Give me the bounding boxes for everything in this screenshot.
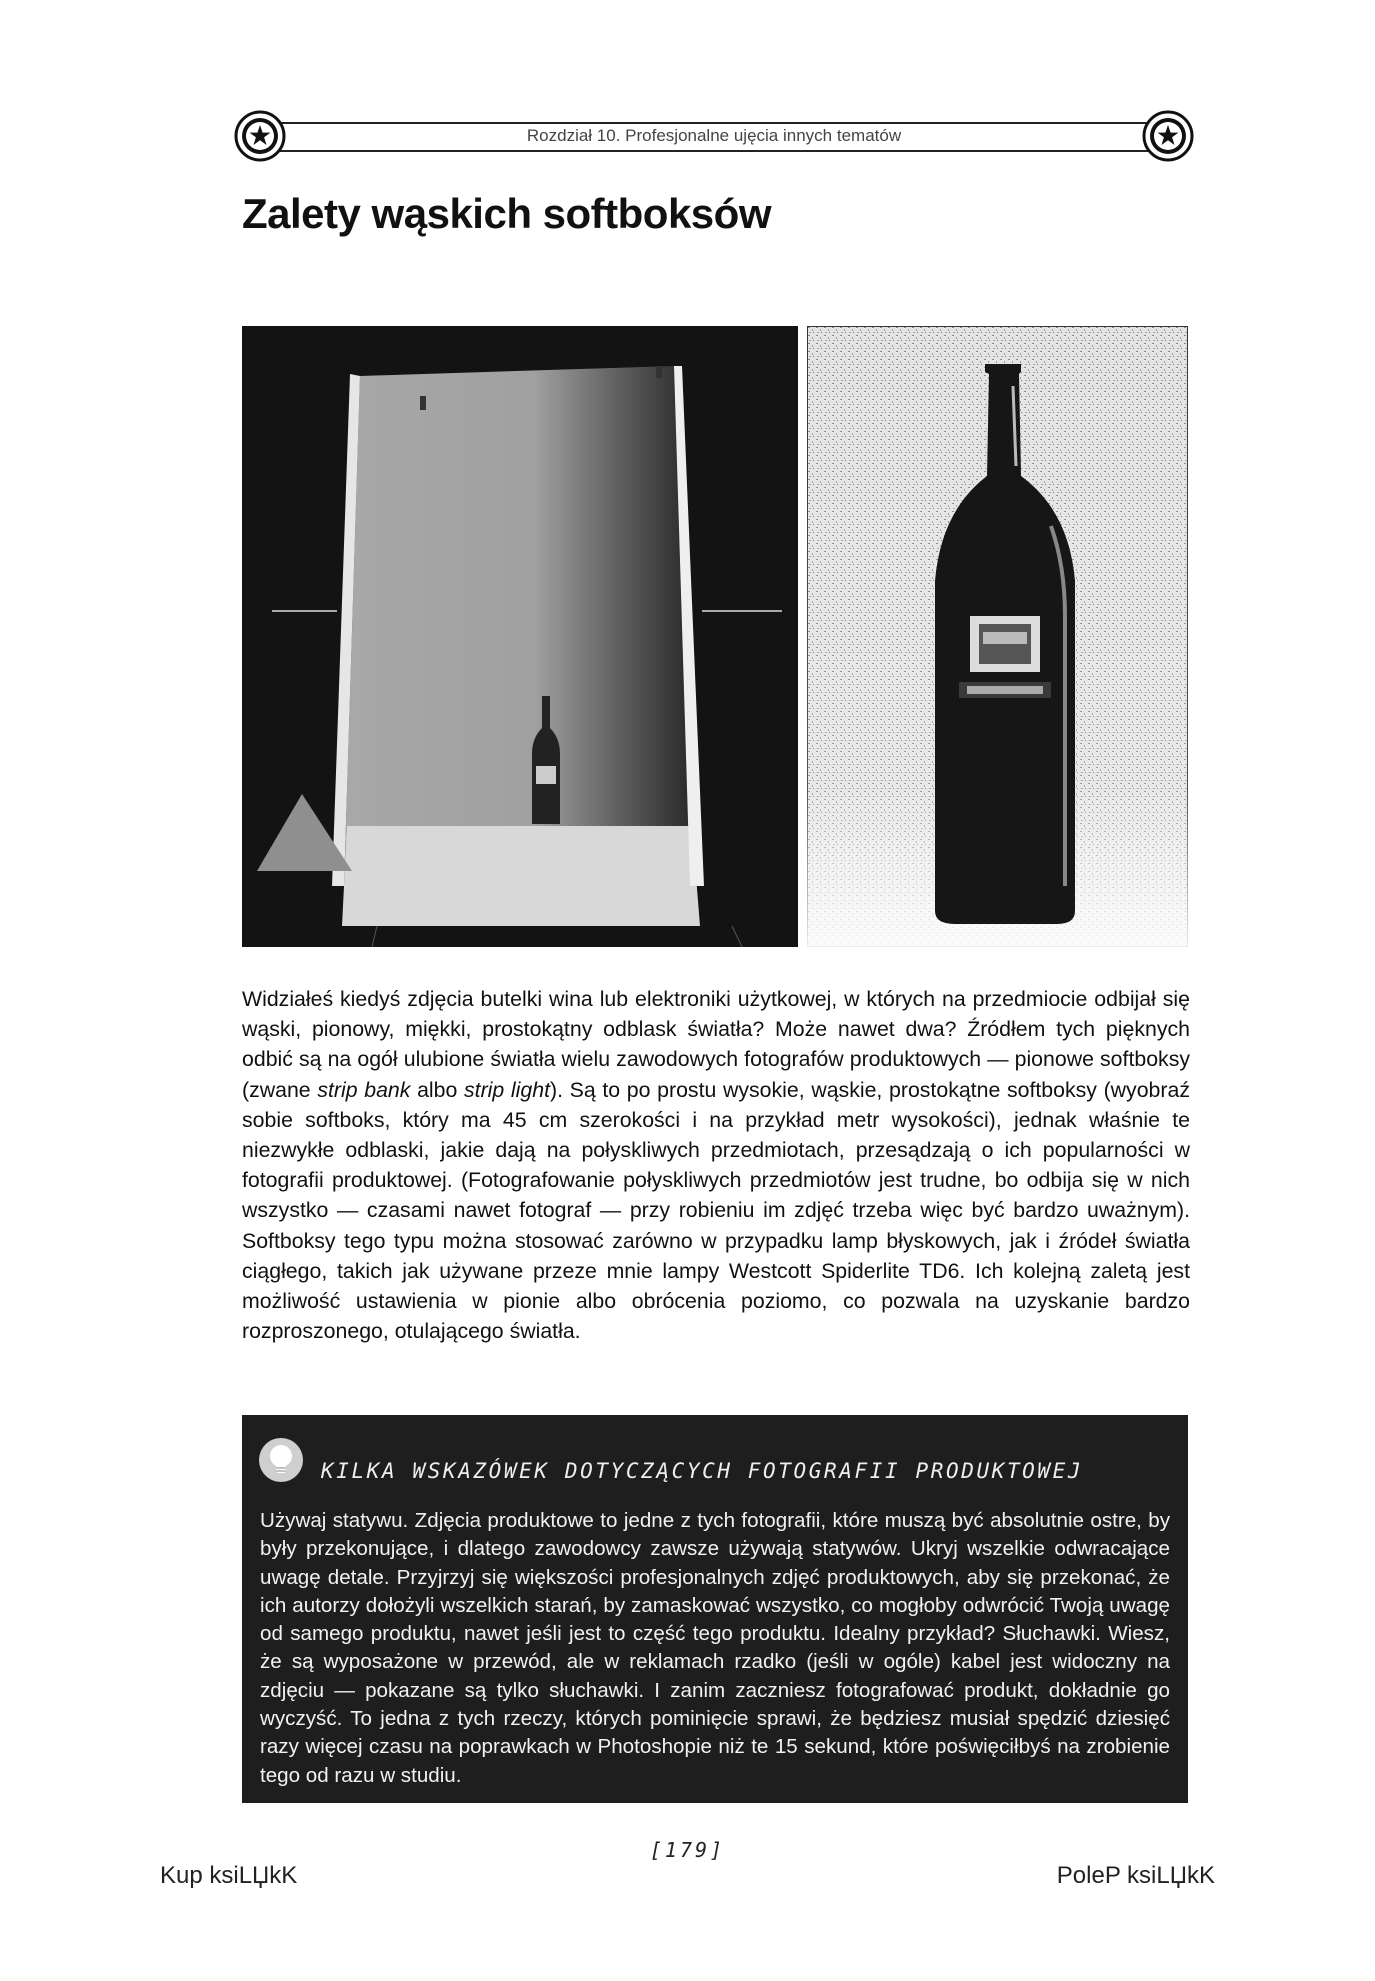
chapter-title: Rozdział 10. Profesjonalne ujęcia innych tematów [526,126,902,145]
lightbulb-icon [258,1437,304,1483]
tip-text: Używaj statywu. Zdjęcia produktowe to jedne z tych fotografii, które muszą być absolutnie ostre, by były przekonujące, i dlatego zawodowcy zawsze używają statywów. Ukryj wszelkie odwracające uwagę detale. Przyjrzyj się większości profesjonalnych zdjęć produktowych, aby się przekonać, że ich autorzy dołożyli wszelkich starań, by zamaskować wszystko, co mogłoby odwrócić Twoją uwagę od samego produktu, nawet jeśli jest to część tego produktu. Idealny przykład? Słuchawki. Wiesz, że są wyposażone w przewód, ale w reklamach rzadko (jeśli w ogóle) kabel jest widoczny na zdjęciu — pokazane są tylko słuchawki. I zanim zaczniesz fotografować produkt, dokładnie go wyczyść. To jedna z tych rzeczy, których pominięcie sprawi, że będziesz musiał spędzić dziesięć razy więcej czasu na poprawkach w Photoshopie niż te 15 sekund, które poświęciłbyś na zrobienie tego od razu w studiu. [260,1509,1170,1787]
tip-title: KILKA WSKAZÓWEK DOTYCZĄCYCH FOTOGRAFII PRODUKTOWEJ [321,1459,1084,1483]
footer-right-link[interactable]: PoleP ksiLЏkK [1056,1862,1215,1889]
footer-left-link[interactable]: Kup ksiLЏkK [160,1862,298,1889]
wine-bottle-photo [807,326,1188,947]
running-header [238,118,1190,158]
body-text-part: ). Są to po prostu wysokie, wąskie, prostokątne softboksy (wyobraź sobie softboks, który ma 45 cm szerokości i na przykład metr wysokości), jednak właśnie te niezwykłe odblaski, jakie dają na połyskliwych przedmiotach, przesądzają o ich popularności w fotografii produktowej. (Fotografowanie połyskliwych przedmiotów jest trudne, bo odbija się w nich wszystko — czasami nawet fotograf — przy robieniu im zdjęć trzeba więc być bardzo uważnym). Softboksy tego typu można stosować zarówno w przypadku lamp błyskowych, jak i źródeł światła ciągłego, takich jak używane przeze mnie lampy Westcott Spiderlite TD6. Ich kolejną zaletą jest możliwość ustawienia w pionie albo obrócenia poziomo, co pozwala na uzyskanie bardzo rozproszonego, otulającego światła. [242,1077,1190,1344]
body-text-part: albo [410,1077,465,1102]
body-text-part: Widziałeś kiedyś zdjęcia butelki wina lub elektroniki użytkowej, w których na przedmiocie odbijał się wąski, pionowy, miękki, prostokątny odblask światła? Może nawet dwa? Źródłem tych pięknych odbić są na ogół ulubione światła wielu zawodowych fotografów produktowych — pionowe softboksy (zwane [242,987,1190,1102]
studio-setup-photo [242,326,798,947]
body-emphasis: strip light [464,1077,550,1102]
body-emphasis: strip bank [317,1077,411,1102]
page-number: [179] [649,1838,726,1862]
section-title: Zalety wąskich softboksów [242,190,771,237]
star-emblem-icon [1142,110,1194,162]
tip-box [242,1415,1188,1803]
star-emblem-icon [234,110,286,162]
body-paragraph [242,984,1190,1346]
